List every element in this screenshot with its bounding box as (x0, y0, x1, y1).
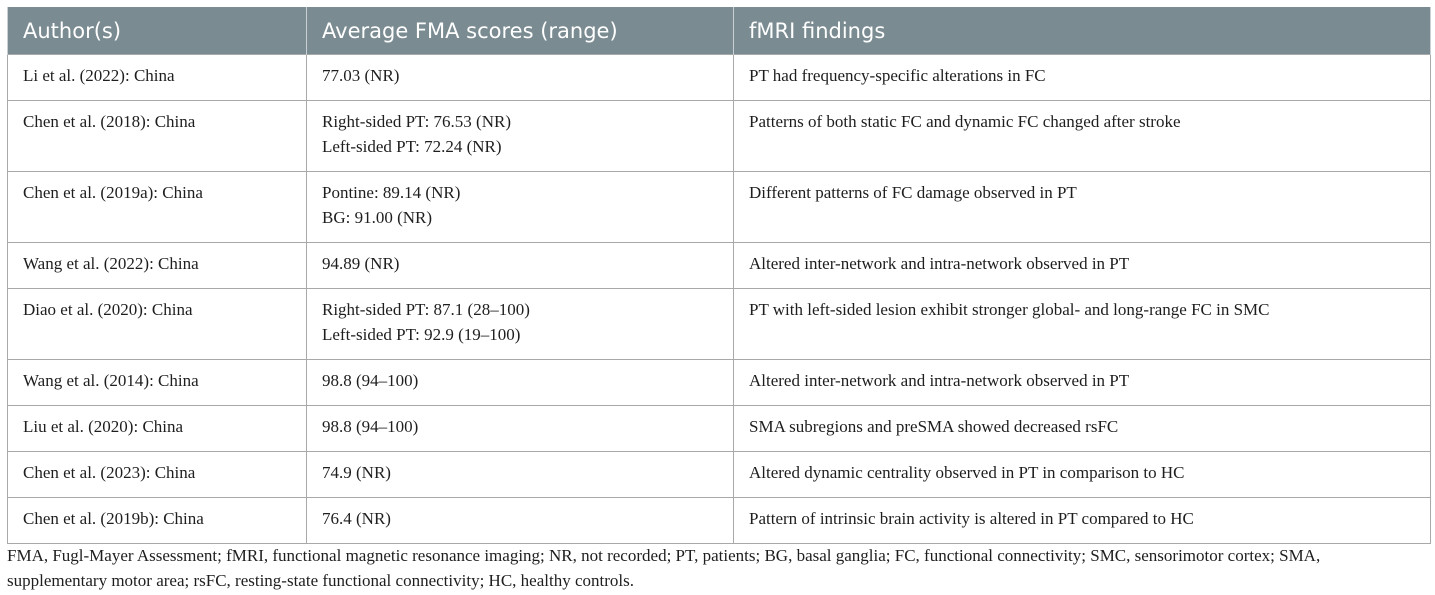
author-cell: Liu et al. (2020): China (8, 406, 307, 452)
table-row (8, 289, 1431, 360)
table-row (8, 55, 1431, 101)
author-cell: Wang et al. (2014): China (8, 360, 307, 406)
fma-line: 94.89 (NR) (322, 254, 400, 273)
table-header (8, 7, 1431, 55)
author-cell: Chen et al. (2019b): China (8, 498, 307, 544)
studies-table (7, 7, 1431, 544)
author-cell: Wang et al. (2022): China (8, 243, 307, 289)
fma-line: Pontine: 89.14 (NR) (322, 183, 461, 202)
table-row (8, 243, 1431, 289)
fma-line: Right-sided PT: 87.1 (28–100) (322, 300, 530, 319)
table-row (8, 101, 1431, 172)
table-row (8, 406, 1431, 452)
header-row (8, 7, 1431, 55)
fma-cell (307, 243, 734, 289)
fma-cell (307, 406, 734, 452)
finding-cell: Patterns of both static FC and dynamic FC changed after stroke (734, 101, 1431, 172)
fma-line: Left-sided PT: 92.9 (19–100) (322, 325, 521, 344)
footnote-line: FMA, Fugl-Mayer Assessment; fMRI, functional magnetic resonance imaging; NR, not recorded; PT, patients; BG, basal ganglia; FC, functional connectivity; SMC, sensorimotor cortex; SMA, (7, 546, 1321, 565)
table-row (8, 172, 1431, 243)
fma-cell (307, 172, 734, 243)
fma-line: BG: 91.00 (NR) (322, 208, 433, 227)
footnote-line: supplementary motor area; rsFC, resting-state functional connectivity; HC, healthy controls. (7, 571, 634, 590)
author-cell: Chen et al. (2023): China (8, 452, 307, 498)
table-row (8, 452, 1431, 498)
header-author: Author(s) (8, 7, 307, 55)
fma-line: Left-sided PT: 72.24 (NR) (322, 137, 502, 156)
finding-cell: Different patterns of FC damage observed in PT (734, 172, 1431, 243)
fma-cell (307, 452, 734, 498)
fma-line: 74.9 (NR) (322, 463, 391, 482)
fma-cell (307, 289, 734, 360)
header-fma-scores: Average FMA scores (range) (307, 7, 734, 55)
table-row (8, 360, 1431, 406)
fma-cell (307, 55, 734, 101)
table-row (8, 498, 1431, 544)
finding-cell: SMA subregions and preSMA showed decreased rsFC (734, 406, 1431, 452)
header-fmri-findings: fMRI findings (734, 7, 1431, 55)
fma-line: Right-sided PT: 76.53 (NR) (322, 112, 511, 131)
fma-cell (307, 101, 734, 172)
fma-line: 98.8 (94–100) (322, 371, 419, 390)
finding-cell: Altered dynamic centrality observed in PT in comparison to HC (734, 452, 1431, 498)
finding-cell: PT had frequency-specific alterations in FC (734, 55, 1431, 101)
table-footnote (7, 543, 1430, 593)
finding-cell: PT with left-sided lesion exhibit stronger global- and long-range FC in SMC (734, 289, 1431, 360)
fma-line: 77.03 (NR) (322, 66, 400, 85)
data-table-container (7, 7, 1430, 544)
author-cell: Li et al. (2022): China (8, 55, 307, 101)
finding-cell: Altered inter-network and intra-network observed in PT (734, 360, 1431, 406)
table-body (8, 55, 1431, 544)
fma-line: 98.8 (94–100) (322, 417, 419, 436)
author-cell: Diao et al. (2020): China (8, 289, 307, 360)
finding-cell: Altered inter-network and intra-network observed in PT (734, 243, 1431, 289)
fma-cell (307, 360, 734, 406)
finding-cell: Pattern of intrinsic brain activity is altered in PT compared to HC (734, 498, 1431, 544)
author-cell: Chen et al. (2018): China (8, 101, 307, 172)
author-cell: Chen et al. (2019a): China (8, 172, 307, 243)
fma-cell (307, 498, 734, 544)
fma-line: 76.4 (NR) (322, 509, 391, 528)
